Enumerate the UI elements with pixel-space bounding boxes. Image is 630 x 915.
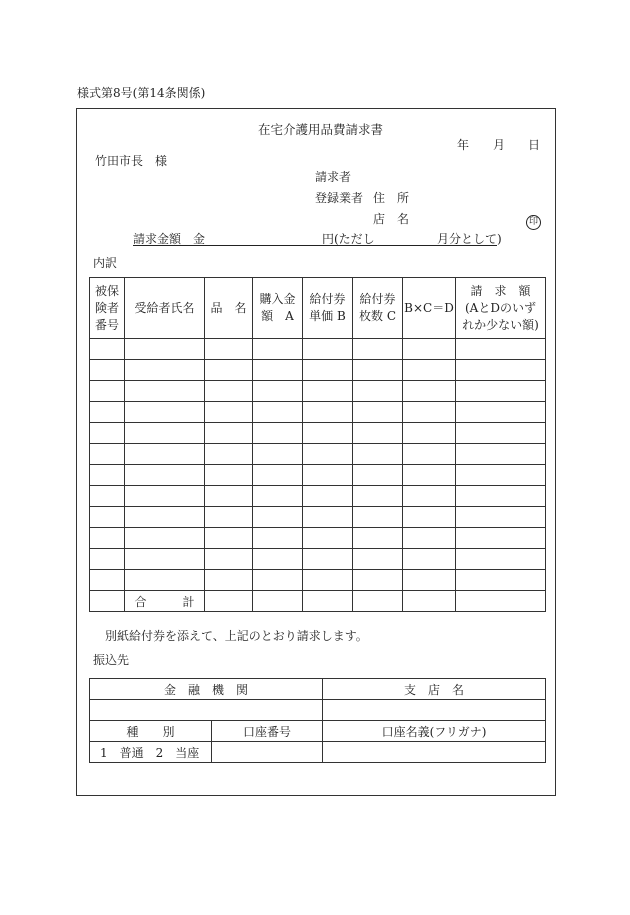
- table-cell: [403, 339, 456, 360]
- table-cell: [403, 549, 456, 570]
- account-number-header: 口座番号: [212, 721, 323, 742]
- table-row: [90, 339, 546, 360]
- table-cell: [125, 465, 205, 486]
- table-cell: [90, 570, 125, 591]
- table-cell: [253, 360, 303, 381]
- table-cell: [205, 570, 253, 591]
- table-cell: [456, 360, 546, 381]
- table-cell: [403, 444, 456, 465]
- table-cell: [125, 444, 205, 465]
- table-cell: [90, 591, 125, 612]
- table-cell: [253, 528, 303, 549]
- breakdown-label: 内訳: [93, 256, 118, 270]
- table-cell: [456, 591, 546, 612]
- table-cell: [125, 507, 205, 528]
- items-table: [89, 277, 546, 612]
- table-cell: [303, 591, 353, 612]
- claimant-label: 請求者: [315, 170, 352, 184]
- table-cell: [125, 381, 205, 402]
- bank-institution-cell: [90, 700, 323, 721]
- header-text: 被保 険者 番号: [94, 283, 119, 332]
- table-cell: [353, 549, 403, 570]
- table-cell: [403, 465, 456, 486]
- table-cell: [456, 402, 546, 423]
- account-name-header: 口座名義(フリガナ): [323, 721, 546, 742]
- table-row: [90, 486, 546, 507]
- table-cell: [125, 486, 205, 507]
- total-label: 合 計: [125, 591, 205, 612]
- table-cell: [205, 423, 253, 444]
- table-cell: [253, 507, 303, 528]
- table-cell: [125, 339, 205, 360]
- table-cell: [456, 339, 546, 360]
- table-cell: [205, 486, 253, 507]
- table-cell: [456, 570, 546, 591]
- table-cell: [403, 360, 456, 381]
- header-insured-number: [90, 278, 125, 339]
- table-cell: [303, 528, 353, 549]
- claim-statement: 別紙給付券を添えて、上記のとおり請求します。: [105, 629, 368, 643]
- date-month: 月: [493, 138, 506, 152]
- header-claim-amount: [456, 278, 546, 339]
- table-cell: [125, 570, 205, 591]
- header-voucher-count: [353, 278, 403, 339]
- table-cell: [205, 381, 253, 402]
- table-cell: [353, 570, 403, 591]
- table-cell: [125, 360, 205, 381]
- table-cell: [353, 507, 403, 528]
- bank-header-row: [90, 679, 546, 700]
- header-bxc: [403, 278, 456, 339]
- table-cell: [253, 570, 303, 591]
- registered-vendor-label: 登録業者: [315, 191, 364, 205]
- header-purchase-amount: [253, 278, 303, 339]
- table-cell: [403, 423, 456, 444]
- table-cell: [90, 339, 125, 360]
- transfer-label: 振込先: [93, 653, 130, 667]
- table-row: [90, 423, 546, 444]
- bank-input-row: [90, 700, 546, 721]
- table-row: [90, 381, 546, 402]
- table-cell: [403, 507, 456, 528]
- total-row: [90, 591, 546, 612]
- table-cell: [253, 402, 303, 423]
- table-cell: [303, 402, 353, 423]
- table-cell: [205, 507, 253, 528]
- table-cell: [205, 591, 253, 612]
- table-cell: [353, 381, 403, 402]
- table-cell: [353, 360, 403, 381]
- header-text: 請 求 額 (AとDのいず れか少ない額): [462, 283, 539, 332]
- table-row: [90, 570, 546, 591]
- account-header-row: [90, 721, 546, 742]
- account-name-cell: [323, 742, 546, 763]
- table-cell: [353, 423, 403, 444]
- table-cell: [253, 486, 303, 507]
- header-text: 給付券 枚数 C: [359, 292, 396, 323]
- table-cell: [90, 444, 125, 465]
- amount-label: 請求金額 金: [133, 232, 206, 246]
- table-cell: [353, 465, 403, 486]
- table-cell: [403, 402, 456, 423]
- table-cell: [125, 549, 205, 570]
- table-cell: [456, 444, 546, 465]
- table-cell: [353, 528, 403, 549]
- table-cell: [205, 528, 253, 549]
- table-cell: [253, 465, 303, 486]
- table-cell: [303, 381, 353, 402]
- table-cell: [456, 507, 546, 528]
- table-cell: [456, 528, 546, 549]
- table-cell: [403, 528, 456, 549]
- table-cell: [125, 402, 205, 423]
- items-header-row: [90, 278, 546, 339]
- table-cell: [205, 402, 253, 423]
- table-cell: [90, 528, 125, 549]
- table-cell: [125, 423, 205, 444]
- table-cell: [456, 381, 546, 402]
- table-cell: [253, 339, 303, 360]
- date-day: 日: [528, 138, 541, 152]
- table-row: [90, 402, 546, 423]
- table-row: [90, 528, 546, 549]
- account-input-row: [90, 742, 546, 763]
- seal-mark: 印: [526, 215, 541, 230]
- table-cell: [90, 381, 125, 402]
- header-voucher-unit-price: [303, 278, 353, 339]
- table-cell: [90, 360, 125, 381]
- table-cell: [353, 444, 403, 465]
- header-text: 品 名: [210, 300, 247, 315]
- account-type-options: 1 普通 2 当座: [90, 742, 212, 763]
- table-cell: [403, 591, 456, 612]
- header-text: 受給者氏名: [134, 300, 195, 315]
- table-cell: [456, 486, 546, 507]
- header-recipient-name: [125, 278, 205, 339]
- account-number-cell: [212, 742, 323, 763]
- bank-branch-cell: [323, 700, 546, 721]
- table-cell: [205, 360, 253, 381]
- table-cell: [90, 402, 125, 423]
- table-cell: [303, 360, 353, 381]
- table-cell: [303, 507, 353, 528]
- address-label: 住 所: [373, 191, 410, 205]
- amount-yen-label: 円(ただし: [322, 232, 375, 246]
- table-cell: [303, 549, 353, 570]
- table-cell: [303, 465, 353, 486]
- table-cell: [353, 339, 403, 360]
- table-cell: [303, 423, 353, 444]
- table-row: [90, 465, 546, 486]
- table-cell: [456, 549, 546, 570]
- table-row: [90, 549, 546, 570]
- table-cell: [205, 465, 253, 486]
- table-cell: [125, 528, 205, 549]
- table-cell: [403, 381, 456, 402]
- table-cell: [90, 486, 125, 507]
- table-cell: [303, 486, 353, 507]
- table-cell: [253, 549, 303, 570]
- table-cell: [90, 423, 125, 444]
- table-cell: [403, 570, 456, 591]
- table-cell: [90, 465, 125, 486]
- table-cell: [253, 444, 303, 465]
- table-cell: [205, 549, 253, 570]
- table-cell: [353, 402, 403, 423]
- table-cell: [90, 507, 125, 528]
- seal-stamp: [526, 209, 541, 230]
- table-cell: [253, 381, 303, 402]
- shop-name-label: 店 名: [373, 212, 410, 226]
- table-cell: [403, 486, 456, 507]
- header-text: B×C＝D: [404, 300, 454, 315]
- bank-institution-header: 金 融 機 関: [90, 679, 323, 700]
- date-year: 年: [457, 138, 470, 152]
- table-cell: [456, 423, 546, 444]
- form-title: 在宅介護用品費請求書: [258, 122, 384, 137]
- bank-table: [89, 678, 546, 763]
- table-cell: [353, 486, 403, 507]
- addressee: 竹田市長 様: [95, 154, 168, 168]
- table-cell: [253, 591, 303, 612]
- header-item-name: [205, 278, 253, 339]
- account-type-header: 種 別: [90, 721, 212, 742]
- header-text: 購入金 額 A: [259, 292, 296, 323]
- table-cell: [253, 423, 303, 444]
- table-row: [90, 360, 546, 381]
- table-row: [90, 444, 546, 465]
- form-number: 様式第8号(第14条関係): [77, 86, 206, 100]
- table-cell: [456, 465, 546, 486]
- header-text: 給付券 単価 B: [309, 292, 346, 323]
- table-cell: [353, 591, 403, 612]
- table-cell: [303, 444, 353, 465]
- table-cell: [90, 549, 125, 570]
- table-cell: [303, 339, 353, 360]
- table-row: [90, 507, 546, 528]
- table-cell: [303, 570, 353, 591]
- bank-branch-header: 支 店 名: [323, 679, 546, 700]
- amount-month-label: 月分として): [437, 232, 502, 246]
- table-cell: [205, 444, 253, 465]
- table-cell: [205, 339, 253, 360]
